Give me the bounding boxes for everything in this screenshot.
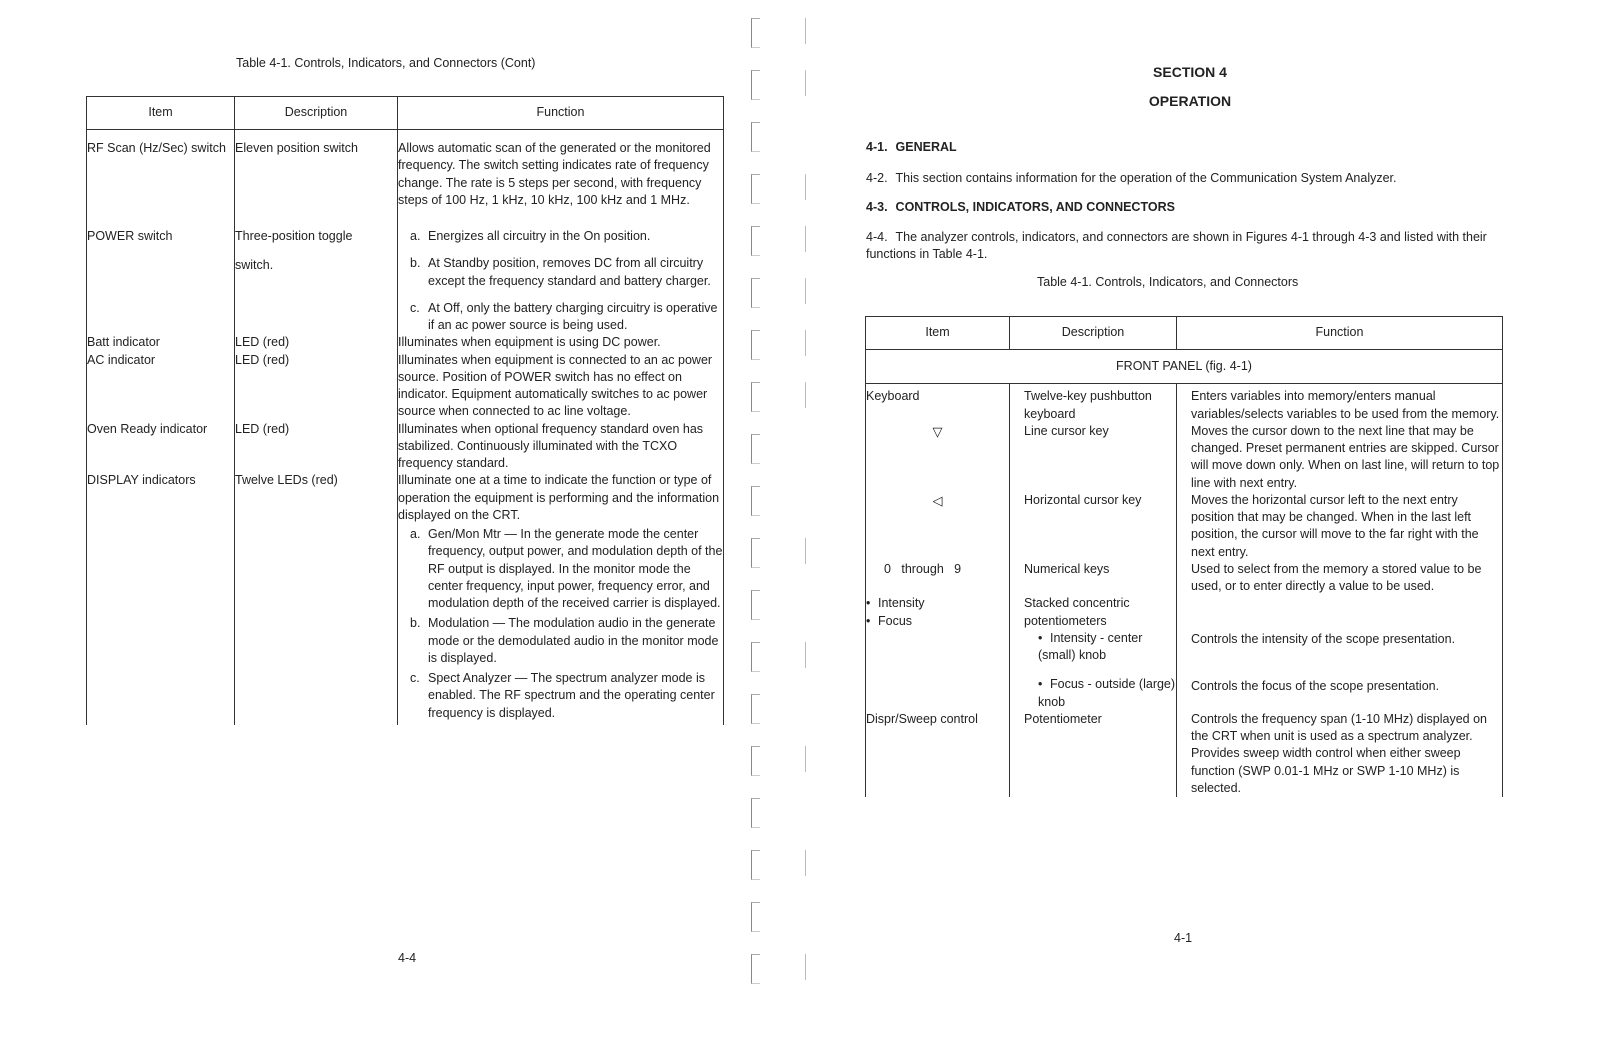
binding-tick	[805, 174, 806, 200]
binding-bracket	[751, 382, 760, 412]
paragraph-number: 4-3.	[866, 200, 888, 214]
function-cell: Allows automatic scan of the generated or the monitored frequency. The switch setting indicates rate of frequency change. The rate is 5 steps per second, with frequency steps of 100 Hz, 1 kHz, 10 kHz, 100 kHz and 1 MHz.	[398, 130, 724, 229]
description-cell: LED (red)	[235, 352, 398, 421]
binding-bracket	[751, 434, 760, 464]
function-subitem	[398, 670, 723, 722]
item-cell: RF Scan (Hz/Sec) switch	[87, 130, 235, 229]
item-cell	[866, 595, 1010, 711]
binding-tick	[805, 70, 806, 96]
subitem-text: Energizes all circuitry in the On position.	[428, 229, 651, 243]
binding-bracket	[751, 902, 760, 932]
column-header-function: Function	[1177, 317, 1503, 350]
table-row	[866, 350, 1503, 384]
function-cell	[398, 228, 724, 334]
subitem-text: Modulation — The modulation audio in the generate mode or the demodulated audio in the monitor mode is displayed.	[428, 616, 719, 665]
description-cell: Twelve-key pushbutton keyboard	[1010, 384, 1177, 423]
heading-text: GENERAL	[895, 140, 957, 154]
subitem-letter: c.	[410, 300, 420, 315]
subitem-letter: b.	[410, 616, 421, 631]
table-row	[87, 421, 724, 473]
horizontal-cursor-key-icon: ◁	[866, 492, 1010, 561]
binding-margin	[745, 0, 835, 1041]
column-header-item: Item	[87, 97, 235, 130]
description-cell: LED (red)	[235, 334, 398, 351]
function-subitem	[398, 615, 723, 667]
function-cell: Illuminates when optional frequency standard oven has stabilized. Continuously illuminated with the TCXO frequency standard.	[398, 421, 724, 473]
table-row	[87, 228, 724, 334]
paragraph-text: The analyzer controls, indicators, and connectors are shown in Figures 4-1 through 4-3 and listed with their functions in Table 4-1.	[866, 230, 1487, 262]
function-subitem	[398, 228, 723, 245]
section-title: OPERATION	[1148, 93, 1232, 109]
table-caption: Table 4-1. Controls, Indicators, and Connectors (Cont)	[236, 56, 536, 70]
item-cell: 0 through 9	[866, 561, 1010, 596]
function-cell: Illuminates when equipment is connected to an ac power source. Position of POWER switch has no effect on indicator. Equipment automatically switches to ac power source when connected to ac line voltage.	[398, 352, 724, 421]
table-row	[866, 595, 1503, 711]
binding-tick	[805, 746, 806, 772]
description-cell: Potentiometer	[1010, 711, 1177, 797]
binding-bracket	[751, 538, 760, 568]
section-number: SECTION 4	[1153, 64, 1227, 80]
table-row	[866, 561, 1503, 596]
binding-bracket	[751, 694, 760, 724]
function-subitem	[398, 526, 723, 612]
item-cell: DISPLAY indicators	[87, 472, 235, 725]
table-row	[866, 423, 1503, 492]
paragraph-number: 4-4.	[866, 230, 888, 244]
function-text: Illuminate one at a time to indicate the function or type of operation the equipment is performing and the information displayed on the CRT.	[398, 473, 720, 522]
column-header-function: Function	[398, 97, 724, 130]
subitem-text: Gen/Mon Mtr — In the generate mode the center frequency, output power, and modulation depth of the RF output is displayed. In the monitor mode the center frequency, input power, frequency error, and modulation depth of the received carrier is displayed.	[428, 527, 723, 610]
binding-bracket	[751, 798, 760, 828]
binding-bracket	[751, 954, 760, 984]
function-cell: Used to select from the memory a stored value to be used, or to enter directly a value to be used.	[1177, 561, 1503, 596]
binding-bracket	[751, 850, 760, 880]
binding-tick	[805, 226, 806, 252]
function-text: Controls the focus of the scope presentation.	[1191, 678, 1440, 693]
binding-bracket	[751, 174, 760, 204]
description-line: switch.	[235, 258, 274, 273]
table-caption: Table 4-1. Controls, Indicators, and Connectors	[1037, 275, 1299, 289]
binding-tick	[805, 954, 806, 980]
description-cell: LED (red)	[235, 421, 398, 473]
binding-bracket	[751, 122, 760, 152]
subitem-letter: a.	[410, 527, 421, 541]
binding-bracket	[751, 590, 760, 620]
subitem-text: At Standby position, removes DC from all circuitry except the frequency standard and battery charger.	[428, 256, 711, 288]
table-row	[87, 130, 724, 229]
table-row	[866, 384, 1503, 423]
description-cell: Numerical keys	[1010, 561, 1177, 596]
binding-bracket	[751, 226, 760, 256]
table-row	[87, 472, 724, 725]
item-cell: Batt indicator	[87, 334, 235, 351]
binding-bracket	[751, 330, 760, 360]
item-bullet: • Focus	[866, 613, 1009, 630]
heading-text: CONTROLS, INDICATORS, AND CONNECTORS	[895, 200, 1175, 214]
table-row	[866, 711, 1503, 797]
function-cell: Moves the horizontal cursor left to the next entry position that may be changed. When in the last left position, the cursor will move to the far right with the next entry.	[1177, 492, 1503, 561]
function-cell	[1177, 595, 1503, 711]
function-subitem	[398, 255, 723, 290]
binding-tick	[805, 850, 806, 876]
page-number: 4-1	[1174, 931, 1193, 945]
description-cell	[1010, 595, 1177, 711]
panel-heading: FRONT PANEL (fig. 4-1)	[866, 350, 1503, 384]
paragraph	[866, 229, 1528, 264]
subitem-letter: a.	[410, 229, 421, 243]
description-text: Stacked concentric potentiometers	[1024, 596, 1130, 628]
subitem-letter: c.	[410, 671, 420, 685]
table-row	[87, 352, 724, 421]
binding-tick	[805, 538, 806, 564]
column-header-description: Description	[1010, 317, 1177, 350]
binding-bracket	[751, 278, 760, 308]
left-page	[0, 0, 760, 1041]
binding-tick	[805, 18, 806, 44]
binding-tick	[805, 278, 806, 304]
function-cell: Illuminates when equipment is using DC power.	[398, 334, 724, 351]
description-cell	[235, 228, 398, 334]
description-cell: Horizontal cursor key	[1010, 492, 1177, 561]
description-cell: Twelve LEDs (red)	[235, 472, 398, 725]
binding-bracket	[751, 18, 760, 48]
binding-tick	[805, 330, 806, 356]
function-cell: Enters variables into memory/enters manual variables/selects variables to be used from the memory.	[1177, 384, 1503, 423]
function-cell: Controls the frequency span (1-10 MHz) displayed on the CRT when unit is used as a spectrum analyzer. Provides sweep width control when either sweep function (SWP 0.01-1 MHz or SWP 1-10 MHz) is selected.	[1177, 711, 1503, 797]
paragraph-heading	[866, 199, 1175, 216]
item-cell: Keyboard	[866, 384, 1010, 423]
line-cursor-key-icon: ▽	[866, 423, 1010, 492]
paragraph-text: This section contains information for the operation of the Communication System Analyzer.	[895, 171, 1397, 185]
item-cell: Oven Ready indicator	[87, 421, 235, 473]
description-subitem: • Intensity - center (small) knob	[1024, 630, 1176, 665]
subitem-text: At Off, only the battery charging circuitry is operative if an ac power source is being used.	[428, 300, 718, 332]
item-cell: Dispr/Sweep control	[866, 711, 1010, 797]
description-cell: Line cursor key	[1010, 423, 1177, 492]
function-text: Controls the intensity of the scope presentation.	[1191, 632, 1456, 647]
binding-tick	[805, 642, 806, 668]
table-row	[87, 334, 724, 351]
binding-bracket	[751, 642, 760, 672]
subitem-letter: b.	[410, 256, 421, 271]
item-cell: AC indicator	[87, 352, 235, 421]
table-row	[866, 492, 1503, 561]
description-subitem: • Focus - outside (large) knob	[1024, 676, 1176, 711]
paragraph-number: 4-1.	[866, 140, 888, 154]
page-number: 4-4	[398, 951, 417, 965]
description-cell: Eleven position switch	[235, 130, 398, 229]
column-header-description: Description	[235, 97, 398, 130]
binding-bracket	[751, 486, 760, 516]
binding-bracket	[751, 70, 760, 100]
controls-table	[865, 316, 1503, 797]
subitem-text: Spect Analyzer — The spectrum analyzer mode is enabled. The RF spectrum and the operating center frequency is displayed.	[428, 671, 715, 720]
function-cell	[398, 472, 724, 725]
function-subitem	[398, 300, 723, 335]
right-page	[860, 0, 1600, 1041]
item-bullet: • Intensity	[866, 595, 1009, 612]
binding-tick	[805, 382, 806, 408]
description-line: Three-position toggle	[235, 229, 353, 243]
paragraph	[866, 170, 1566, 187]
function-cell: Moves the cursor down to the next line that may be changed. Preset permanent entries are skipped. Cursor will move down only. When on last line, will return to top line with next entry.	[1177, 423, 1503, 492]
item-cell: POWER switch	[87, 228, 235, 334]
controls-table	[86, 96, 724, 725]
column-header-item: Item	[866, 317, 1010, 350]
binding-bracket	[751, 746, 760, 776]
paragraph-heading	[866, 139, 957, 156]
paragraph-number: 4-2.	[866, 171, 888, 185]
